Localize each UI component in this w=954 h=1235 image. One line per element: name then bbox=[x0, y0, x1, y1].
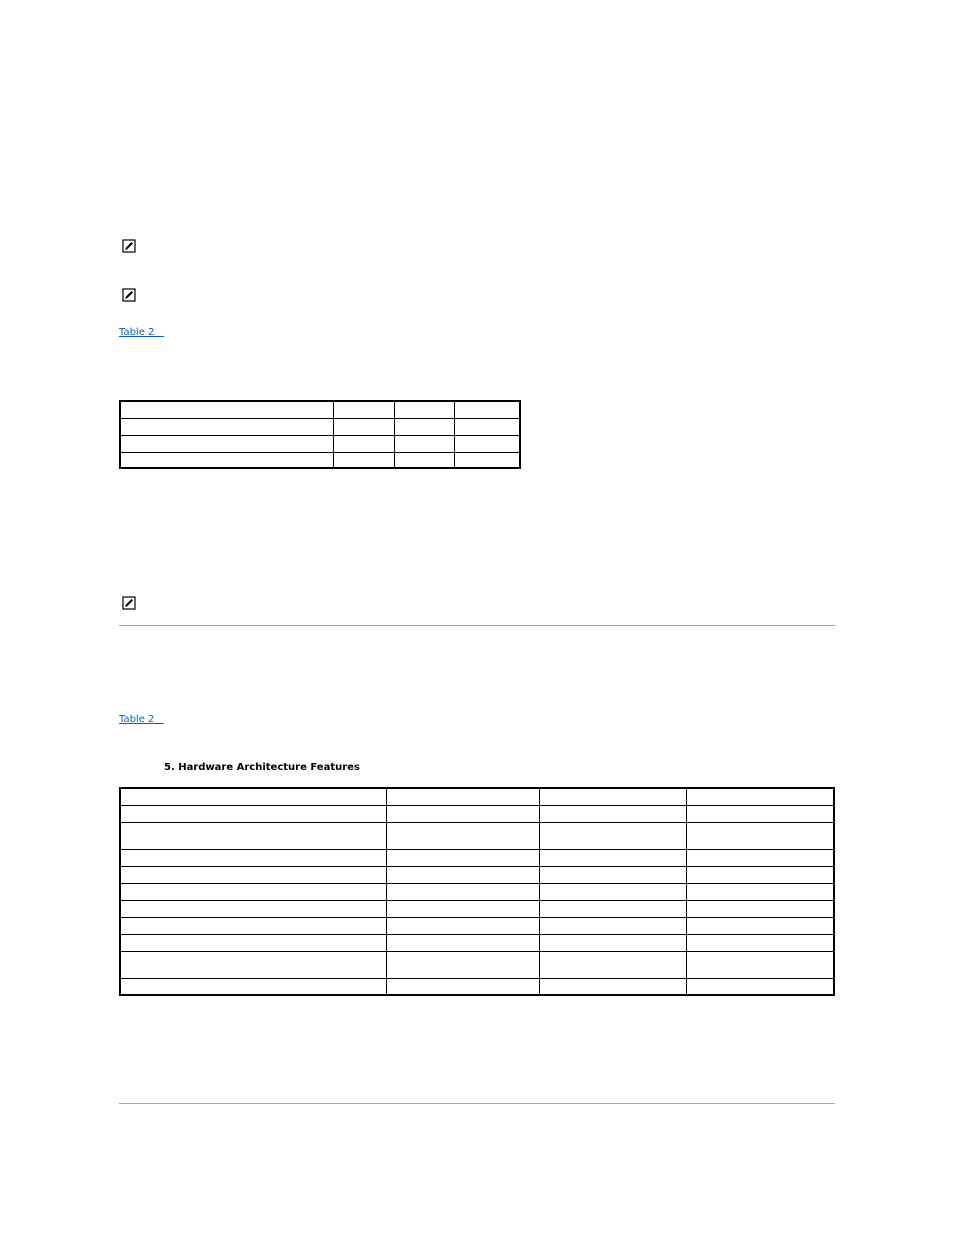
table-cell bbox=[386, 934, 539, 951]
horizontal-divider bbox=[119, 625, 835, 626]
table-row bbox=[120, 934, 834, 951]
table-b bbox=[119, 787, 835, 996]
table-cell bbox=[394, 401, 454, 418]
table-cell bbox=[120, 822, 386, 849]
table-cell bbox=[120, 900, 386, 917]
table-row bbox=[120, 418, 520, 435]
table-row bbox=[120, 805, 834, 822]
table-row bbox=[120, 978, 834, 995]
table-cell bbox=[386, 849, 539, 866]
table-cell bbox=[120, 435, 333, 452]
table-cell bbox=[386, 822, 539, 849]
table-cell bbox=[686, 978, 834, 995]
table-cell bbox=[539, 849, 686, 866]
table-cell bbox=[539, 805, 686, 822]
table-cell bbox=[686, 917, 834, 934]
table-row bbox=[120, 883, 834, 900]
table-cell bbox=[394, 418, 454, 435]
note-pencil-icon bbox=[122, 239, 136, 253]
table-cell bbox=[386, 978, 539, 995]
table-cell bbox=[686, 822, 834, 849]
table-cell bbox=[539, 934, 686, 951]
table-cell bbox=[686, 805, 834, 822]
table-cell bbox=[386, 788, 539, 805]
table-row bbox=[120, 788, 834, 805]
table-row bbox=[120, 822, 834, 849]
table-cell bbox=[120, 934, 386, 951]
table-cell bbox=[686, 934, 834, 951]
table-cell bbox=[539, 900, 686, 917]
table-cell bbox=[686, 849, 834, 866]
table-cell bbox=[120, 849, 386, 866]
table-cell bbox=[539, 978, 686, 995]
table-cell bbox=[386, 805, 539, 822]
table-cell bbox=[686, 866, 834, 883]
table-a bbox=[119, 400, 521, 469]
table-cell bbox=[333, 418, 394, 435]
table-cell bbox=[386, 951, 539, 978]
table-row bbox=[120, 917, 834, 934]
table-cell bbox=[686, 951, 834, 978]
table-cell bbox=[539, 788, 686, 805]
table-cell bbox=[333, 435, 394, 452]
table-cell bbox=[454, 401, 520, 418]
table-cell bbox=[394, 452, 454, 468]
table-2-link-2[interactable]: Table 2 bbox=[119, 714, 164, 725]
note-pencil-icon bbox=[122, 288, 136, 302]
table-cell bbox=[386, 883, 539, 900]
table-cell bbox=[120, 452, 333, 468]
table-cell bbox=[686, 788, 834, 805]
table-cell bbox=[539, 883, 686, 900]
table-row bbox=[120, 951, 834, 978]
table-cell bbox=[539, 822, 686, 849]
table-cell bbox=[386, 917, 539, 934]
table-cell bbox=[333, 401, 394, 418]
table-row bbox=[120, 900, 834, 917]
table-cell bbox=[120, 883, 386, 900]
section-caption: 5. Hardware Architecture Features bbox=[164, 762, 360, 773]
table-cell bbox=[454, 452, 520, 468]
table-row bbox=[120, 452, 520, 468]
table-cell bbox=[120, 866, 386, 883]
table-cell bbox=[120, 951, 386, 978]
note-pencil-icon bbox=[122, 596, 136, 610]
table-cell bbox=[120, 788, 386, 805]
table-row bbox=[120, 401, 520, 418]
table-cell bbox=[454, 435, 520, 452]
table-cell bbox=[120, 401, 333, 418]
table-cell bbox=[120, 805, 386, 822]
table-cell bbox=[539, 866, 686, 883]
table-row bbox=[120, 849, 834, 866]
table-cell bbox=[539, 951, 686, 978]
table-cell bbox=[333, 452, 394, 468]
table-cell bbox=[686, 883, 834, 900]
table-row bbox=[120, 435, 520, 452]
table-cell bbox=[120, 418, 333, 435]
horizontal-divider bbox=[119, 1103, 835, 1104]
table-cell bbox=[539, 917, 686, 934]
table-cell bbox=[386, 900, 539, 917]
table-2-link-1[interactable]: Table 2 bbox=[119, 327, 164, 338]
table-cell bbox=[386, 866, 539, 883]
table-cell bbox=[120, 978, 386, 995]
table-cell bbox=[394, 435, 454, 452]
table-row bbox=[120, 866, 834, 883]
table-cell bbox=[120, 917, 386, 934]
table-cell bbox=[686, 900, 834, 917]
table-cell bbox=[454, 418, 520, 435]
